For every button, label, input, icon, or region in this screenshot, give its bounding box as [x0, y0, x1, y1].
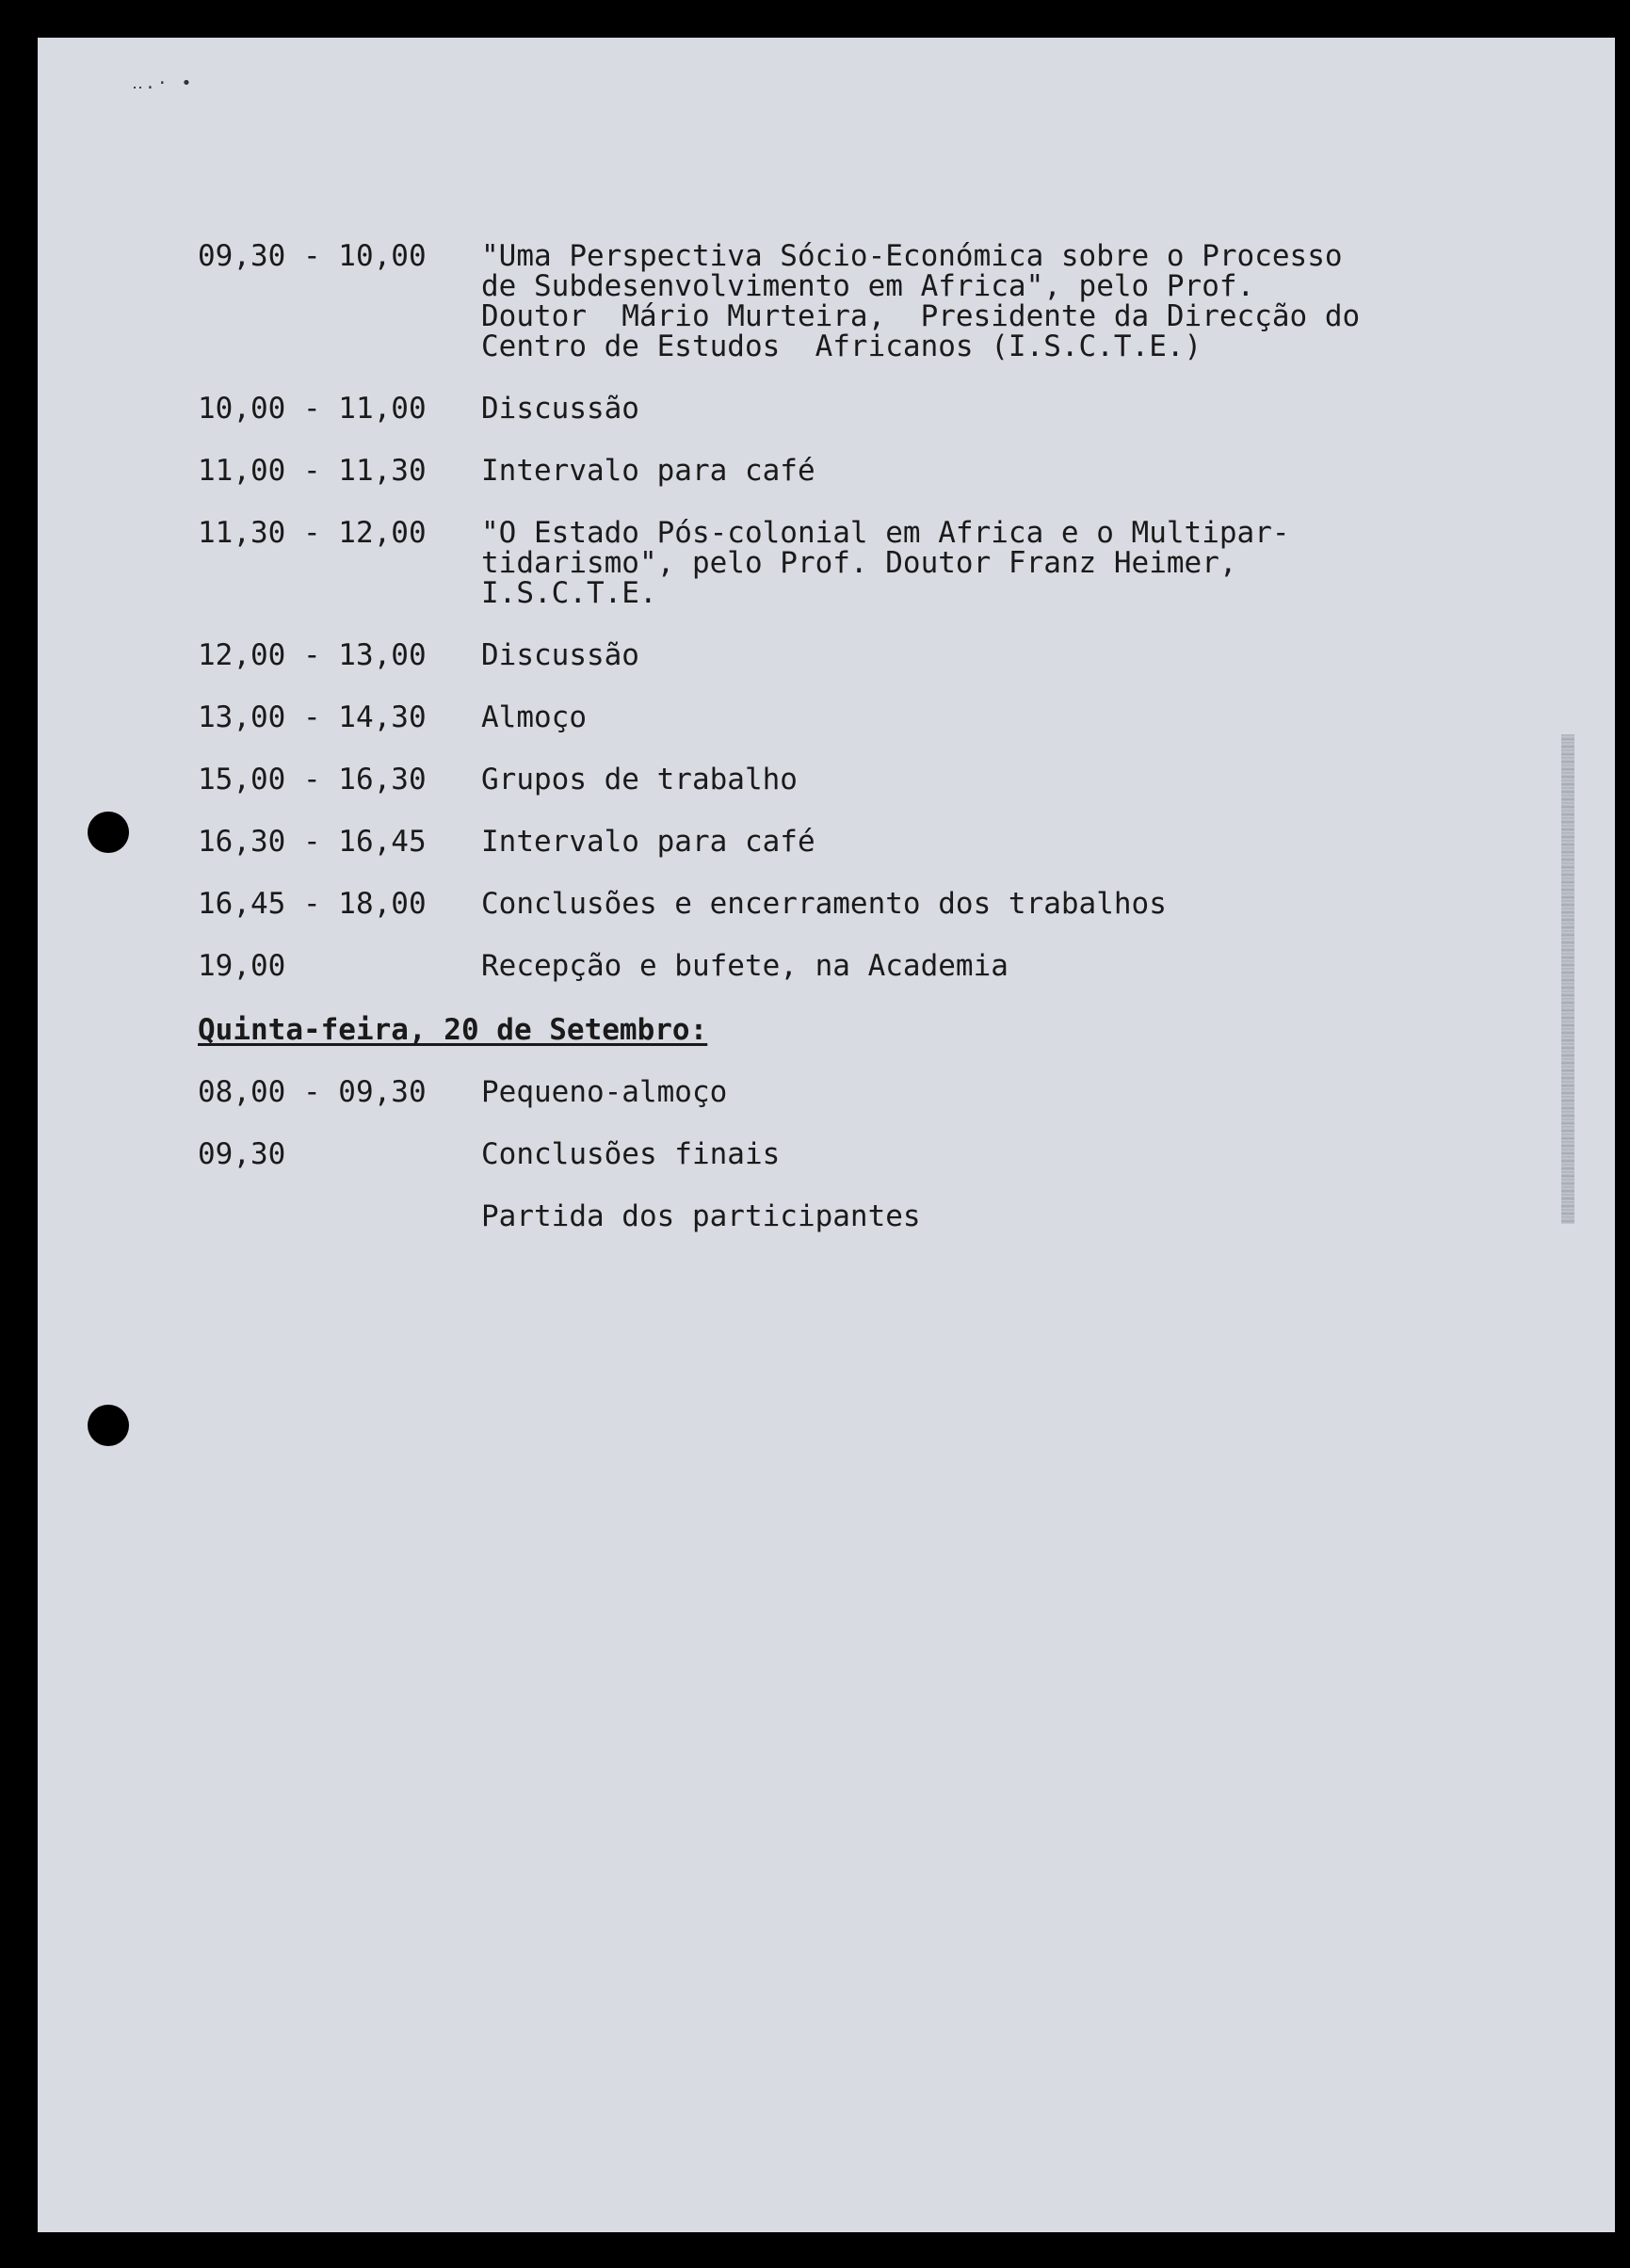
schedule-description — [481, 889, 1442, 919]
schedule-row — [198, 1077, 1442, 1107]
schedule-time: 09,30 — [198, 1137, 286, 1171]
description-line: de Subdesenvolvimento em Africa", pelo Prof. — [481, 269, 1255, 303]
schedule-time: 11,30 - 12,00 — [198, 516, 427, 550]
description-line: Doutor Mário Murteira, Presidente da Direcção do — [481, 299, 1361, 333]
punch-hole — [88, 812, 129, 853]
schedule-row — [198, 1139, 1442, 1169]
schedule-row — [198, 518, 1442, 608]
description-line: Almoço — [481, 700, 587, 734]
scan-edge-shadow — [1561, 734, 1574, 1224]
punch-hole — [88, 1405, 129, 1446]
schedule-row — [198, 764, 1442, 795]
description-line: Intervalo para café — [481, 825, 815, 859]
schedule-description — [481, 1139, 1442, 1169]
schedule-content — [198, 241, 1442, 1263]
schedule-description — [481, 518, 1442, 608]
schedule-time: 16,30 - 16,45 — [198, 825, 427, 859]
schedule-description — [481, 702, 1442, 732]
schedule-description — [481, 241, 1442, 362]
schedule-time: 19,00 — [198, 949, 286, 983]
description-line: Discussão — [481, 638, 639, 672]
schedule-time: 13,00 - 14,30 — [198, 700, 427, 734]
schedule-time: 12,00 - 13,00 — [198, 638, 427, 672]
description-line: Partida dos participantes — [481, 1199, 921, 1233]
schedule-time: 10,00 - 11,00 — [198, 392, 427, 426]
schedule-row — [198, 827, 1442, 857]
description-line: Grupos de trabalho — [481, 763, 798, 796]
description-line: Conclusões finais — [481, 1137, 781, 1171]
schedule-description — [481, 394, 1442, 424]
description-line: "O Estado Pós-colonial em Africa e o Multipar- — [481, 516, 1290, 550]
schedule-day1 — [198, 241, 1442, 981]
schedule-row — [198, 394, 1442, 424]
scan-specks: ‥.· • — [132, 73, 194, 93]
schedule-time: 16,45 - 18,00 — [198, 887, 427, 921]
schedule-time — [198, 1201, 481, 1231]
description-line: I.S.C.T.E. — [481, 576, 657, 610]
schedule-description — [481, 827, 1442, 857]
schedule-row — [198, 1201, 1442, 1231]
schedule-row — [198, 951, 1442, 981]
schedule-row — [198, 889, 1442, 919]
schedule-time: 11,00 - 11,30 — [198, 454, 427, 488]
description-line: Conclusões e encerramento dos trabalhos — [481, 887, 1167, 921]
description-line: Recepção e bufete, na Academia — [481, 949, 1009, 983]
description-line: "Uma Perspectiva Sócio-Económica sobre o Processo — [481, 239, 1343, 273]
schedule-time: 09,30 - 10,00 — [198, 239, 427, 273]
section-heading: Quinta-feira, 20 de Setembro: — [198, 1013, 708, 1047]
schedule-row — [198, 241, 1442, 362]
schedule-row — [198, 640, 1442, 670]
schedule-time: 08,00 - 09,30 — [198, 1075, 427, 1109]
description-line: Pequeno-almoço — [481, 1075, 728, 1109]
schedule-description — [481, 1201, 1442, 1231]
schedule-day2 — [198, 1077, 1442, 1231]
schedule-description — [481, 456, 1442, 486]
description-line: Centro de Estudos Africanos (I.S.C.T.E.) — [481, 330, 1202, 363]
description-line: Discussão — [481, 392, 639, 426]
schedule-description — [481, 951, 1442, 981]
document-page — [38, 38, 1615, 2232]
description-line: Intervalo para café — [481, 454, 815, 488]
schedule-description — [481, 640, 1442, 670]
schedule-time: 15,00 - 16,30 — [198, 763, 427, 796]
schedule-row — [198, 702, 1442, 732]
schedule-row — [198, 456, 1442, 486]
schedule-description — [481, 1077, 1442, 1107]
schedule-description — [481, 764, 1442, 795]
description-line: tidarismo", pelo Prof. Doutor Franz Heimer, — [481, 546, 1237, 580]
